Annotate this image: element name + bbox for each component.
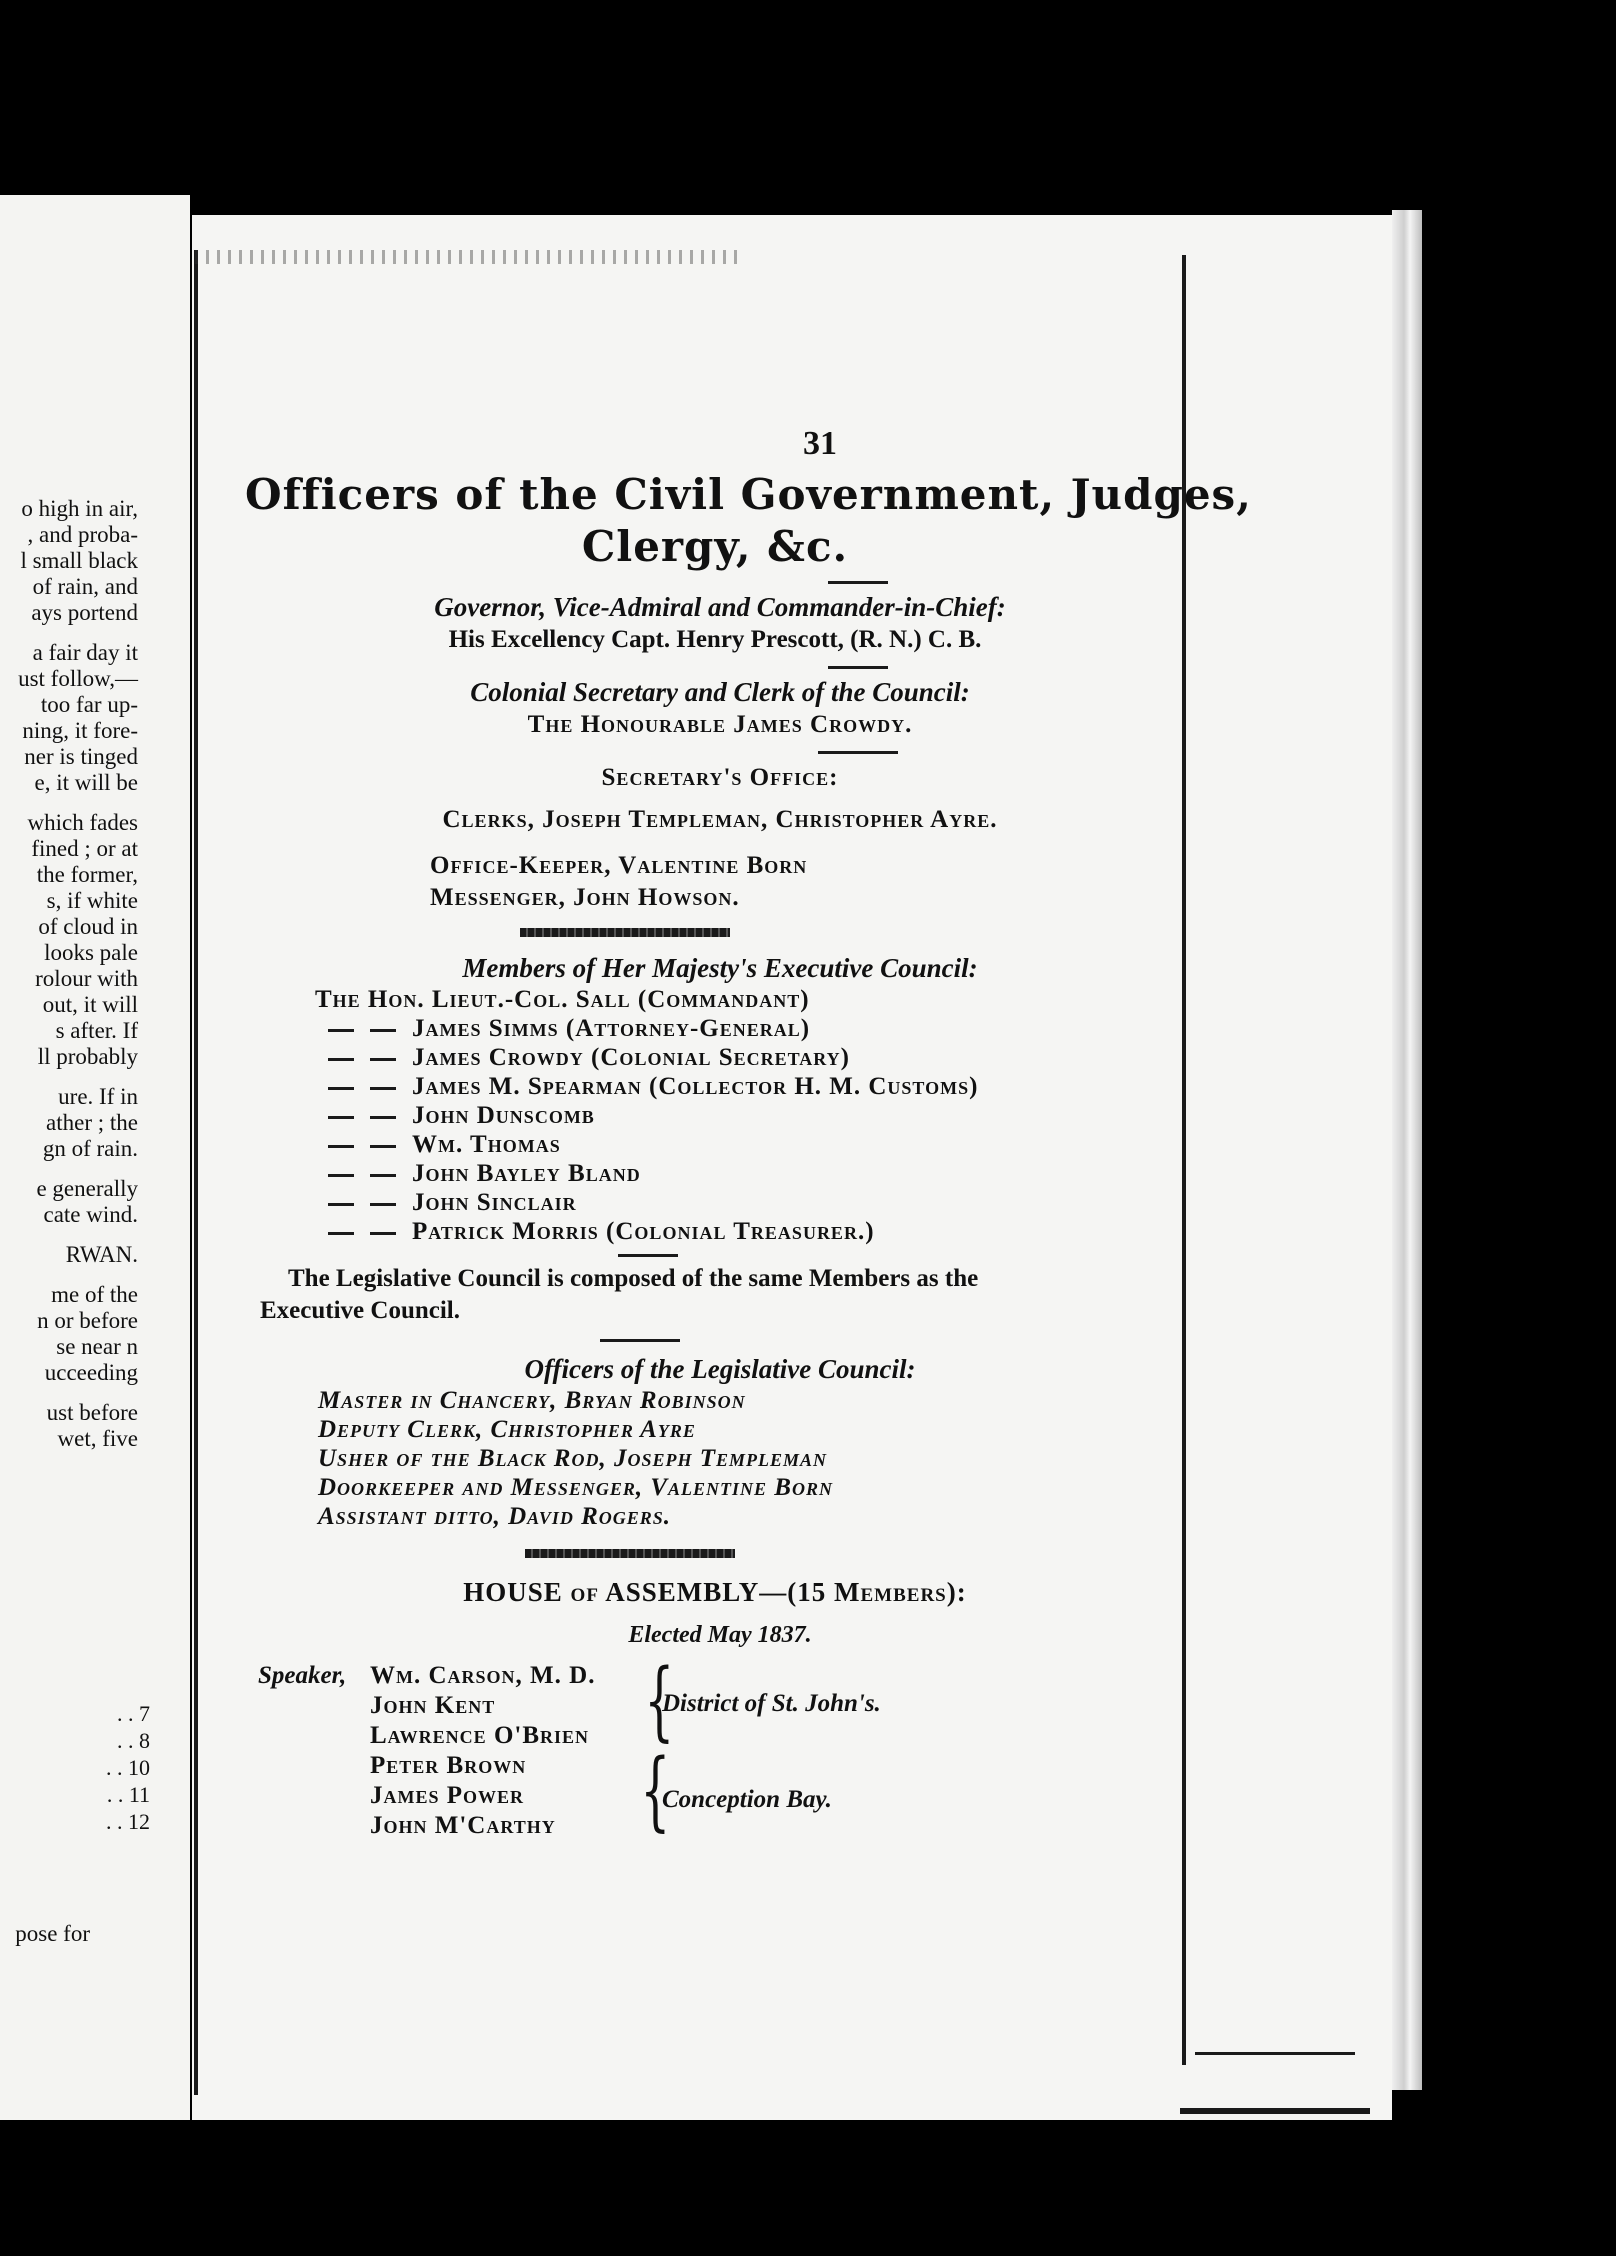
legislative-officer: Assistant ditto, David Rogers. [318,1503,672,1530]
divider [600,1339,680,1342]
divider [828,581,888,584]
member-name: John Dunscomb [412,1102,595,1129]
assembly-member: John Kent [370,1692,496,1719]
ditto-dash [370,1087,396,1090]
left-facing-page [0,195,190,2120]
left-page-fragment: ucceeding [44,1360,138,1385]
divider [818,751,898,754]
page-title-line-2: Clergy, &c. [581,522,849,571]
left-page-fragment: of rain, and [32,574,138,599]
colonial-secretary-heading: Colonial Secretary and Clerk of the Council: [470,677,970,707]
top-border-specks [195,250,745,264]
governor-heading: Governor, Vice-Admiral and Commander-in-Chief: [434,592,1006,622]
left-page-number: . . 7 [117,1701,150,1726]
executive-council-member [328,1217,1200,1246]
governor-name: His Excellency Capt. Henry Prescott, (R. N.) C. B. [448,626,982,653]
left-page-fragment: l small black [20,548,138,573]
left-page-fragment: fined ; or at [31,836,138,861]
page-stack-edge [1392,210,1422,2090]
left-page-number: . . 11 [106,1782,150,1807]
left-bottom-fragment: pose for [15,1921,90,1946]
ditto-dash [370,1145,396,1148]
left-page-fragment: the former, [36,862,138,887]
left-page-fragment: which fades [27,810,138,835]
district-conception-bay: Conception Bay. [662,1786,832,1813]
assembly-members [200,1651,1200,1847]
page-title-line-1: Officers of the Civil Government, Judges, [245,470,1252,519]
secretarys-office-clerks: Clerks, Joseph Templeman, Christopher Ayre. [442,806,998,833]
left-page-fragment: gn of rain. [42,1136,138,1161]
assembly-member: James Power [370,1782,525,1809]
ditto-dash [328,1174,354,1177]
executive-council-member [328,1072,1200,1101]
ditto-dash [370,1203,396,1206]
brace-st-johns: { [644,1651,675,1751]
secretarys-office-keeper: Office-Keeper, Valentine Born [430,852,808,879]
left-page-fragment: a fair day it [32,640,138,665]
member-name: Wm. Thomas [412,1131,561,1158]
executive-council-member [328,1014,1200,1043]
legislative-officer: Usher of the Black Rod, Joseph Templeman [318,1445,827,1472]
left-page-number: . . 8 [117,1728,150,1753]
page-frame-left-border [194,250,198,2095]
assembly-member: Lawrence O'Brien [370,1722,590,1749]
left-page-fragment: ust follow,— [18,666,138,691]
assembly-member: Peter Brown [370,1752,527,1779]
left-page-fragment: se near n [56,1334,138,1359]
left-page-fragment: RWAN. [65,1242,138,1267]
left-page-fragment: n or before [37,1308,138,1333]
left-page-fragment: of cloud in [38,914,138,939]
left-page-fragment: ning, it fore- [22,718,138,743]
legislative-officer: Doorkeeper and Messenger, Valentine Born [318,1474,833,1501]
executive-council-member [328,1159,1200,1188]
member-name: Patrick Morris (Colonial Treasurer.) [412,1218,875,1245]
executive-council-member [328,1130,1200,1159]
left-page-fragment: cate wind. [43,1202,138,1227]
ditto-dash [328,1058,354,1061]
left-page-fragment: looks pale [44,940,138,965]
member-name: James Simms (Attorney-General) [412,1015,811,1042]
left-page-fragment: wet, five [57,1426,138,1451]
page-frame-bottom-corner [1195,2052,1355,2055]
left-page-fragment: o high in air, [21,496,138,521]
left-page-fragment: e generally [36,1176,138,1201]
assembly-elected-date: Elected May 1837. [628,1622,812,1648]
legislative-note-line-1: The Legislative Council is composed of the same Members as the [288,1265,979,1292]
executive-council-member [328,1043,1200,1072]
ornamental-divider [520,928,730,937]
member-name: John Bayley Bland [412,1160,641,1187]
district-st-johns: District of St. John's. [662,1690,881,1717]
secretarys-office-messenger: Messenger, John Howson. [430,884,740,911]
colonial-secretary-name: The Honourable James Crowdy. [527,711,913,738]
ditto-dash [370,1116,396,1119]
left-page-fragment: me of the [51,1282,138,1307]
ditto-dash [328,1232,354,1235]
left-page-number: . . 12 [106,1809,150,1834]
legislative-note-line-2: Executive Council. [260,1297,460,1324]
left-page-fragment: s after. If [55,1018,138,1043]
legislative-officers-heading: Officers of the Legislative Council: [524,1354,916,1384]
brace-conception-bay: { [640,1741,671,1841]
legislative-officers-list [200,1386,1200,1531]
left-page-fragment: too far up- [40,692,138,717]
executive-council-list [200,985,1200,1246]
page-number: 31 [803,425,837,462]
left-page-fragment: out, it will [42,992,138,1017]
assembly-member: John M'Carthy [370,1812,556,1839]
ditto-dash [328,1087,354,1090]
page-frame-bottom-edge [1180,2108,1370,2114]
left-page-fragment: ll probably [37,1044,138,1069]
divider [828,666,888,669]
executive-council-member [328,1188,1200,1217]
left-page-fragment: ure. If in [58,1084,138,1109]
executive-council-first-member: The Hon. Lieut.-Col. Sall (Commandant) [315,986,810,1013]
house-of-assembly-heading: HOUSE of ASSEMBLY—(15 Members): [463,1577,967,1607]
ditto-dash [370,1232,396,1235]
legislative-officer: Deputy Clerk, Christopher Ayre [318,1416,696,1443]
left-page-fragment: e, it will be [34,770,138,795]
left-page-fragment: , and proba- [27,522,138,547]
ditto-dash [328,1203,354,1206]
left-page-fragment: ust before [46,1400,138,1425]
left-page-fragment: ays portend [31,600,138,625]
member-name: James M. Spearman (Collector H. M. Customs) [412,1073,979,1100]
page-content [200,425,1252,1847]
ditto-dash [370,1029,396,1032]
ditto-dash [370,1174,396,1177]
ornamental-divider [525,1549,735,1558]
member-name: James Crowdy (Colonial Secretary) [412,1044,850,1071]
ditto-dash [328,1029,354,1032]
legislative-officer: Master in Chancery, Bryan Robinson [318,1387,746,1414]
executive-council-heading: Members of Her Majesty's Executive Council: [462,953,978,983]
divider [618,1254,678,1257]
ditto-dash [328,1116,354,1119]
ditto-dash [370,1058,396,1061]
left-page-fragment: ather ; the [46,1110,138,1135]
left-page-fragment: rolour with [35,966,138,991]
ditto-dash [328,1145,354,1148]
left-page-fragment: s, if white [46,888,138,913]
speaker-label: Speaker, [258,1662,347,1689]
left-page-number: . . 10 [106,1755,150,1780]
left-page-fragment: ner is tinged [24,744,138,769]
executive-council-member [328,1101,1200,1130]
secretarys-office-heading: Secretary's Office: [601,764,839,791]
member-name: John Sinclair [412,1189,577,1216]
assembly-member: Wm. Carson, M. D. [370,1662,596,1689]
